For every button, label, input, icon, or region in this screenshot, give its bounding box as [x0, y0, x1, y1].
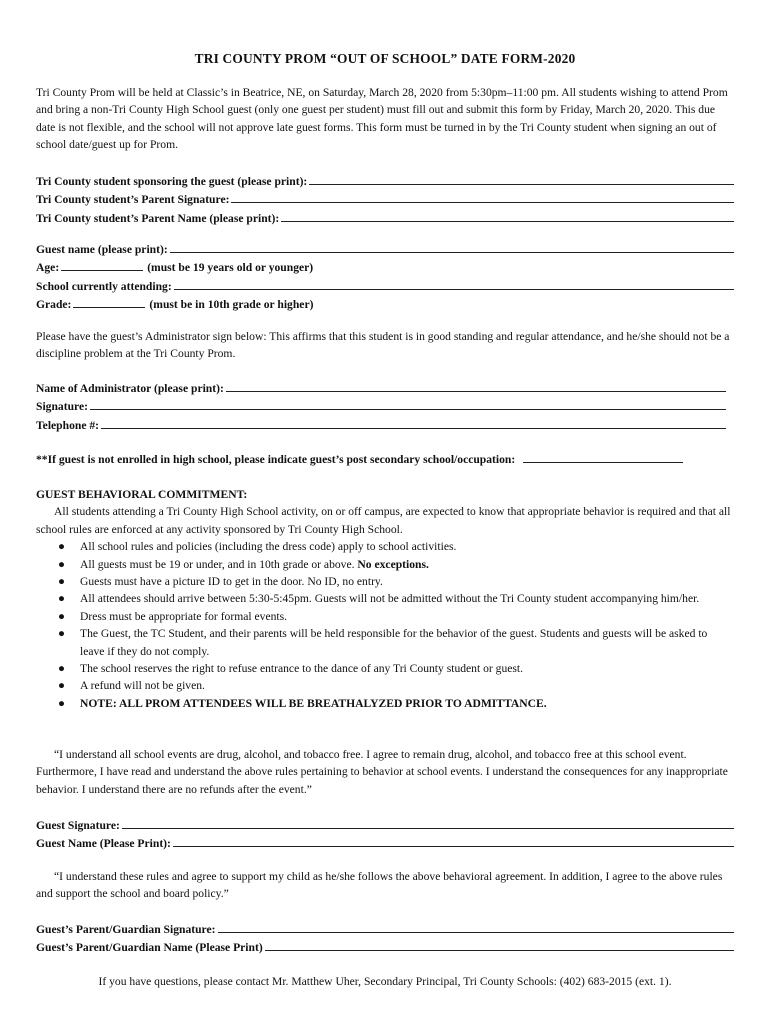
rule-item — [36, 538, 734, 555]
not-enrolled-section — [36, 450, 734, 468]
bullet-icon: ● — [58, 662, 66, 676]
admin-name-field[interactable] — [36, 379, 734, 397]
bullet-icon: ● — [58, 592, 66, 606]
rules-list — [36, 538, 734, 712]
rule-item — [36, 608, 734, 625]
parent-statement-text: “I understand these rules and agree to support my child as he/she follows the above behavioral agreement. In addition, I agree to the above rules and support the school and board policy.” — [36, 870, 723, 901]
parent-guardian-signature-label: Guest’s Parent/Guardian Signature: — [36, 923, 216, 936]
guest-school-label: School currently attending: — [36, 279, 172, 293]
guest-grade-line[interactable] — [73, 295, 145, 308]
commitment-intro: All students attending a Tri County High School activity, on or off campus, are expected to know that appropriate behavior is required and that all school rules are enforced at any activity sponsored by Tri County High School. — [36, 505, 731, 536]
guest-signature-field[interactable] — [36, 816, 734, 834]
admin-telephone-line[interactable] — [101, 416, 726, 429]
guest-signature-label: Guest Signature: — [36, 819, 120, 832]
admin-section — [36, 379, 734, 434]
parent-name-field[interactable] — [36, 209, 734, 227]
bullet-icon: ● — [58, 575, 66, 589]
parent-sign-section — [36, 920, 734, 957]
rule-item — [36, 573, 734, 590]
guest-signature-line[interactable] — [122, 816, 734, 829]
rule-emphasis: NOTE: ALL PROM ATTENDEES WILL BE BREATHALYZED PRIOR TO ADMITTANCE. — [80, 696, 547, 710]
admin-telephone-field[interactable] — [36, 416, 734, 434]
guest-school-field[interactable] — [36, 277, 734, 295]
rule-text: All guests must be 19 or under, and in 10th grade or above. — [80, 557, 358, 571]
guest-age-field[interactable] — [36, 258, 734, 276]
rule-emphasis: No exceptions. — [357, 557, 429, 571]
parent-signature-field[interactable] — [36, 190, 734, 208]
bullet-icon: ● — [58, 557, 66, 571]
rule-text: Guests must have a picture ID to get in the door. No ID, no entry. — [80, 575, 383, 589]
rule-item — [36, 556, 734, 573]
rule-item — [36, 677, 734, 694]
rule-item — [36, 660, 734, 677]
bullet-icon: ● — [58, 696, 66, 710]
guest-grade-note: (must be in 10th grade or higher) — [149, 298, 314, 312]
parent-guardian-name-line[interactable] — [265, 938, 734, 951]
parent-guardian-signature-line[interactable] — [218, 920, 735, 933]
commitment-heading: GUEST BEHAVIORAL COMMITMENT: — [36, 488, 248, 501]
rule-item — [36, 625, 734, 660]
guest-statement — [36, 746, 734, 798]
admin-signature-label: Signature: — [36, 400, 88, 414]
parent-guardian-signature-field[interactable] — [36, 920, 734, 938]
guest-school-line[interactable] — [174, 277, 734, 290]
rule-text: All school rules and policies (including the dress code) apply to school activities. — [80, 540, 457, 554]
student-section — [36, 172, 734, 227]
parent-guardian-name-field[interactable] — [36, 938, 734, 956]
admin-signature-field[interactable] — [36, 397, 734, 415]
guest-statement-text: “I understand all school events are drug, alcohol, and tobacco free. I agree to remain drug, alcohol, and tobacco free at this school event. Furthermore, I have read and understand the above rules pertaining to behavior at school events. I understand the consequences for any inappropriate behavior. I understand there are no refunds after the event.” — [36, 748, 728, 796]
footer-contact: If you have questions, please contact Mr. Matthew Uher, Secondary Principal, Tri County Schools: (402) 683-2015 (ext. 1). — [98, 975, 672, 988]
sponsor-label: Tri County student sponsoring the guest (please print): — [36, 175, 308, 188]
sponsor-line[interactable] — [309, 172, 734, 185]
parent-signature-label: Tri County student’s Parent Signature: — [36, 193, 230, 207]
admin-name-line[interactable] — [226, 379, 726, 392]
rule-text: All attendees should arrive between 5:30-5:45pm. Guests will not be admitted without the Tri County student accompanying him/her. — [80, 592, 700, 606]
bullet-icon: ● — [58, 627, 66, 641]
admin-instruction — [36, 328, 734, 363]
rule-text: A refund will not be given. — [80, 679, 205, 693]
parent-signature-line[interactable] — [231, 190, 734, 203]
behavioral-commitment — [36, 486, 734, 712]
parent-guardian-name-label: Guest’s Parent/Guardian Name (Please Print) — [36, 941, 263, 955]
not-enrolled-label: **If guest is not enrolled in high school, please indicate guest’s post secondary school/occupation: — [36, 453, 516, 466]
intro-paragraph — [36, 84, 734, 154]
admin-instruction-text: Please have the guest’s Administrator sign below: This affirms that this student is in good standing and regular attendance, and he/she should not be a discipline problem at the Tri County Prom. — [36, 330, 730, 361]
guest-sign-section — [36, 816, 734, 853]
bullet-icon: ● — [58, 540, 66, 554]
sponsor-field[interactable] — [36, 172, 734, 190]
bullet-icon: ● — [58, 679, 66, 693]
occupation-field[interactable] — [36, 450, 734, 468]
rule-text: Dress must be appropriate for formal events. — [80, 609, 288, 623]
admin-telephone-label: Telephone #: — [36, 418, 100, 432]
guest-print-name-field[interactable] — [36, 834, 734, 852]
rule-item — [36, 695, 734, 712]
guest-name-field[interactable] — [36, 240, 734, 258]
parent-name-label: Tri County student’s Parent Name (please print): — [36, 211, 280, 225]
parent-name-line[interactable] — [281, 209, 734, 222]
guest-age-label: Age: — [36, 261, 60, 275]
guest-grade-field[interactable] — [36, 295, 734, 313]
guest-name-line[interactable] — [170, 240, 734, 253]
guest-section — [36, 240, 734, 314]
guest-name-label: Guest name (please print): — [36, 243, 168, 256]
admin-name-label: Name of Administrator (please print): — [36, 382, 224, 395]
form-title: TRI COUNTY PROM “OUT OF SCHOOL” DATE FORM-2020 — [194, 51, 576, 66]
intro-text: Tri County Prom will be held at Classic’s in Beatrice, NE, on Saturday, March 28, 2020 from 5:30pm–11:00 pm. All students wishing to attend Prom and bring a non-Tri County High School guest (only one guest per student) must fill out and submit this form by Friday, March 20, 2020. This due date is not flexible, and the school will not approve late guest forms. This form must be turned in by the Tri County student when signing an out of school date/guest up for Prom. — [36, 86, 728, 152]
guest-print-name-label: Guest Name (Please Print): — [36, 837, 171, 851]
guest-age-line[interactable] — [61, 258, 143, 271]
occupation-line[interactable] — [523, 450, 683, 463]
guest-print-name-line[interactable] — [173, 834, 734, 847]
bullet-icon: ● — [58, 609, 66, 623]
rule-text: The school reserves the right to refuse entrance to the dance of any Tri County student or guest. — [80, 662, 524, 676]
rule-text: The Guest, the TC Student, and their parents will be held responsible for the behavior of the guest. Students and guests will be asked to leave if they do not comply. — [80, 627, 708, 658]
guest-grade-label: Grade: — [36, 298, 72, 312]
footer — [36, 973, 734, 990]
parent-statement — [36, 868, 734, 903]
admin-signature-line[interactable] — [90, 397, 726, 410]
rule-item — [36, 590, 734, 607]
guest-age-note: (must be 19 years old or younger) — [147, 261, 314, 275]
